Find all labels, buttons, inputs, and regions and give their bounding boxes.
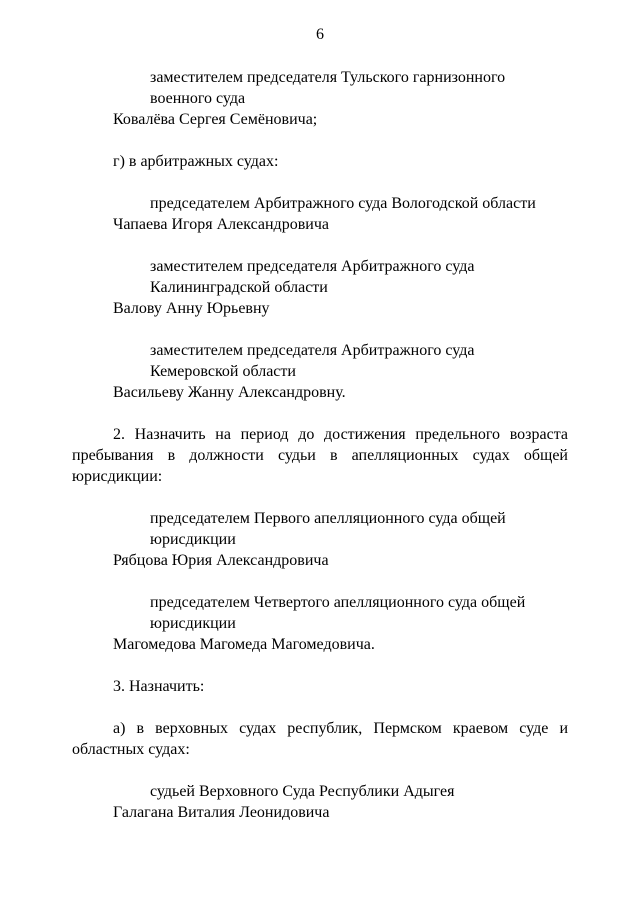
position-block [72, 193, 568, 214]
position-line: юрисдикции [150, 615, 236, 632]
appointee-name: Чапаева Игоря Александровича [113, 216, 329, 233]
document-body [72, 67, 568, 823]
appointee-name: Рябцова Юрия Александровича [113, 552, 329, 569]
position-line: заместителем председателя Арбитражного суда [150, 342, 475, 359]
position-line: Кемеровской области [150, 363, 296, 380]
appointee-name: Васильеву Жанну Александровну. [113, 384, 346, 401]
position-line: председателем Арбитражного суда Вологодской области [150, 195, 536, 212]
position-line: заместителем председателя Арбитражного суда [150, 258, 475, 275]
paragraph: 2. Назначить на период до достижения предельного возраста пребывания в должности судьи в апелляционных судах общей юрисдикции: [72, 426, 568, 485]
position-block [72, 781, 568, 802]
appointee-name: Ковалёва Сергея Семёновича; [113, 111, 318, 128]
position-line: судьей Верховного Суда Республики Адыгея [150, 783, 455, 800]
position-block [72, 256, 568, 298]
position-line: заместителем председателя Тульского гарнизонного [150, 69, 506, 86]
paragraph: а) в верховных судах республик, Пермском краевом суде и областных судах: [72, 720, 568, 758]
appointee-name: Магомедова Магомеда Магомедовича. [113, 636, 375, 653]
appointee-name: Валову Анну Юрьевну [113, 300, 270, 317]
position-block [72, 67, 568, 109]
position-block [72, 340, 568, 382]
position-line: Калининградской области [150, 279, 328, 296]
page-number: 6 [316, 26, 324, 43]
position-line: военного суда [150, 90, 246, 107]
position-block [72, 592, 568, 634]
appointee-name: Галагана Виталия Леонидовича [113, 804, 330, 821]
position-line: юрисдикции [150, 531, 236, 548]
paragraph: 3. Назначить: [113, 678, 205, 695]
list-item-heading: г) в арбитражных судах: [113, 153, 279, 170]
position-line: председателем Четвертого апелляционного суда общей [150, 594, 526, 611]
position-line: председателем Первого апелляционного суда общей [150, 510, 506, 527]
position-block [72, 508, 568, 550]
